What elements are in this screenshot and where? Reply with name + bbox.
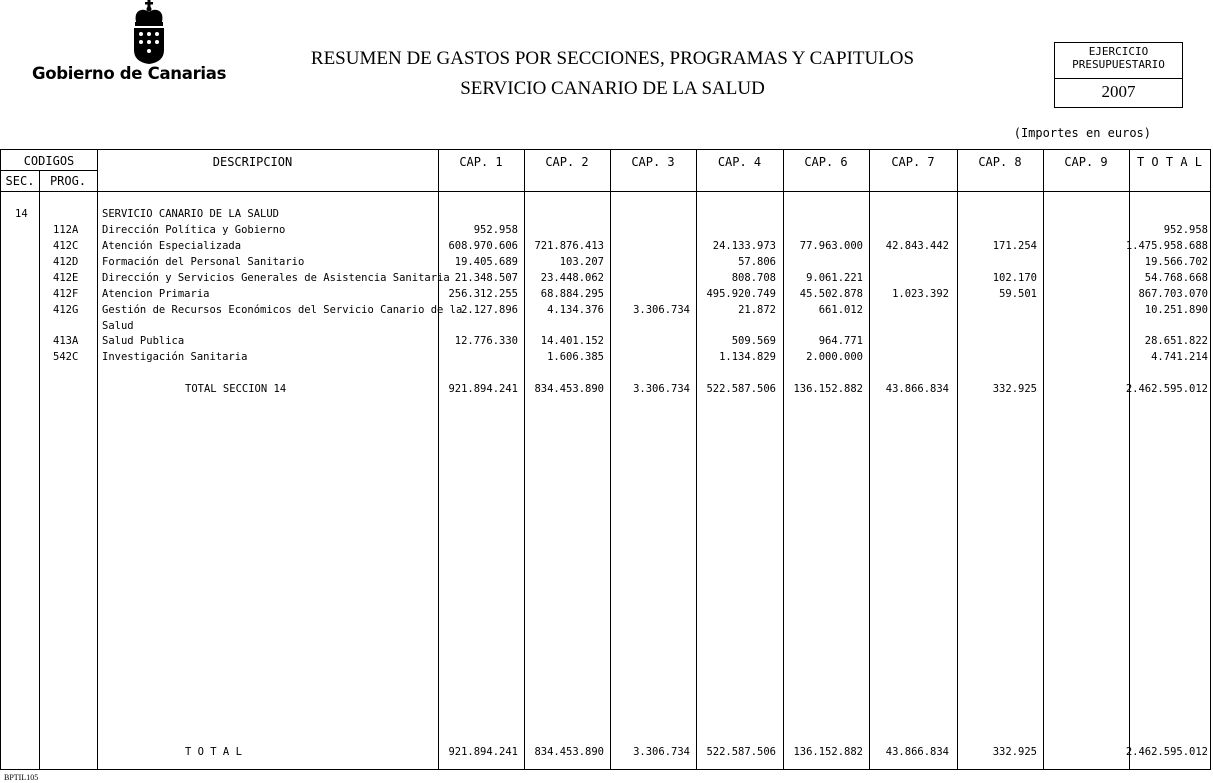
section-total-cap8: 332.925 [992, 383, 1037, 395]
amount-total: 28.651.822 [1144, 335, 1208, 347]
row-description: Investigación Sanitaria [102, 351, 248, 363]
amount-cap2: 68.884.295 [540, 288, 604, 300]
exercise-year: 2007 [1101, 82, 1136, 101]
amount-cap7: 42.843.442 [885, 240, 949, 252]
grand-total-cap7: 43.866.834 [885, 746, 949, 758]
logo-text: Gobierno de Canarias [32, 64, 227, 83]
row-description: Formación del Personal Sanitario [102, 256, 305, 268]
codigos-underline [1, 170, 97, 171]
section-total-cap4: 522.587.506 [706, 383, 776, 395]
row-description: Dirección Política y Gobierno [102, 224, 286, 236]
amount-cap2: 1.606.385 [547, 351, 604, 363]
amount-cap2: 14.401.152 [540, 335, 604, 347]
gobierno-de-canarias-logo [28, 0, 227, 86]
amount-cap2: 721.876.413 [534, 240, 604, 252]
exercise-box [1054, 42, 1183, 108]
amount-cap8: 59.501 [999, 288, 1037, 300]
header-cap9: CAP. 9 [1064, 155, 1108, 169]
exercise-label-line-2: PRESUPUESTARIO [1072, 58, 1165, 71]
section-code: 14 [15, 208, 28, 220]
column-divider [1043, 150, 1044, 769]
section-total-cap6: 136.152.882 [793, 383, 863, 395]
amount-total: 867.703.070 [1138, 288, 1208, 300]
column-divider [869, 150, 870, 769]
amount-cap4: 21.872 [738, 304, 776, 316]
amount-cap4: 808.708 [731, 272, 776, 284]
title-line-1: RESUMEN DE GASTOS POR SECCIONES, PROGRAMAS Y CAPITULOS [310, 48, 915, 69]
prog-code: 112A [53, 224, 79, 236]
amount-cap3: 3.306.734 [633, 304, 690, 316]
amount-cap6: 964.771 [818, 335, 863, 347]
amount-cap2: 103.207 [559, 256, 604, 268]
column-divider [438, 150, 439, 769]
amount-cap8: 102.170 [992, 272, 1037, 284]
section-total-total: 2.462.595.012 [1125, 383, 1208, 395]
header-cap1: CAP. 1 [459, 155, 503, 169]
section-total-cap7: 43.866.834 [885, 383, 949, 395]
amount-cap4: 495.920.749 [706, 288, 776, 300]
header-total: T O T A L [1136, 155, 1203, 169]
amount-cap1: 2.127.896 [461, 304, 518, 316]
header-prog: PROG. [49, 174, 87, 188]
units-note: (Importes en euros) [1013, 126, 1151, 140]
section-name: SERVICIO CANARIO DE LA SALUD [102, 208, 280, 220]
crown-shield-emblem-icon [128, 0, 170, 64]
section-total-label: TOTAL SECCION 14 [185, 383, 287, 395]
amount-cap1: 19.405.689 [454, 256, 518, 268]
grand-total-label: T O T A L [185, 746, 242, 758]
amount-total: 952.958 [1163, 224, 1208, 236]
amount-cap7: 1.023.392 [892, 288, 949, 300]
section-total-cap3: 3.306.734 [633, 383, 690, 395]
exercise-label [1055, 43, 1182, 79]
row-description: Salud Publica [102, 335, 185, 347]
exercise-label-line-1: EJERCICIO [1088, 45, 1149, 58]
header-sec: SEC. [5, 174, 35, 188]
column-divider [610, 150, 611, 769]
amount-cap4: 57.806 [738, 256, 776, 268]
expenses-table [0, 149, 1211, 770]
column-divider [97, 150, 98, 769]
prog-code: 412D [53, 256, 79, 268]
amount-cap1: 608.970.606 [448, 240, 518, 252]
header-cap7: CAP. 7 [891, 155, 935, 169]
column-divider [524, 150, 525, 769]
amount-cap4: 509.569 [731, 335, 776, 347]
prog-code: 542C [53, 351, 79, 363]
row-description: Gestión de Recursos Económicos del Servicio Canario de la [102, 304, 463, 316]
header-descripcion: DESCRIPCION [212, 155, 293, 169]
row-description: Atención Especializada [102, 240, 242, 252]
column-divider [696, 150, 697, 769]
amount-total: 54.768.668 [1144, 272, 1208, 284]
amount-cap4: 24.133.973 [712, 240, 776, 252]
amount-cap6: 661.012 [818, 304, 863, 316]
amount-cap1: 12.776.330 [454, 335, 518, 347]
prog-code: 413A [53, 335, 79, 347]
section-total-cap2: 834.453.890 [534, 383, 604, 395]
header-cap3: CAP. 3 [631, 155, 675, 169]
row-description: Atencion Primaria [102, 288, 210, 300]
amount-cap6: 2.000.000 [806, 351, 863, 363]
amount-cap6: 45.502.878 [799, 288, 863, 300]
grand-total-cap6: 136.152.882 [793, 746, 863, 758]
amount-total: 19.566.702 [1144, 256, 1208, 268]
header-cap6: CAP. 6 [804, 155, 848, 169]
row-description-continued: Salud [102, 320, 134, 332]
column-divider [39, 171, 40, 769]
prog-code: 412F [53, 288, 79, 300]
amount-cap6: 77.963.000 [799, 240, 863, 252]
header-cap4: CAP. 4 [717, 155, 762, 169]
row-description: Dirección y Servicios Generales de Asistencia Sanitaria [102, 272, 450, 284]
amount-total: 4.741.214 [1151, 351, 1208, 363]
amount-cap1: 256.312.255 [448, 288, 518, 300]
section-total-cap1: 921.894.241 [448, 383, 518, 395]
grand-total-cap8: 332.925 [992, 746, 1037, 758]
amount-cap2: 4.134.376 [547, 304, 604, 316]
grand-total-total: 2.462.595.012 [1125, 746, 1208, 758]
amount-cap4: 1.134.829 [719, 351, 776, 363]
grand-total-cap1: 921.894.241 [448, 746, 518, 758]
amount-cap2: 23.448.062 [540, 272, 604, 284]
footer-code: BPTIL105 [4, 773, 39, 782]
grand-total-cap2: 834.453.890 [534, 746, 604, 758]
header-divider [1, 191, 1210, 192]
header-cap8: CAP. 8 [978, 155, 1022, 169]
amount-total: 10.251.890 [1144, 304, 1208, 316]
prog-code: 412E [53, 272, 79, 284]
report-title [250, 44, 975, 104]
prog-code: 412G [53, 304, 79, 316]
column-divider [957, 150, 958, 769]
amount-cap1: 952.958 [473, 224, 518, 236]
amount-cap8: 171.254 [992, 240, 1037, 252]
column-divider [783, 150, 784, 769]
header-cap2: CAP. 2 [545, 155, 589, 169]
grand-total-cap3: 3.306.734 [633, 746, 690, 758]
title-line-2: SERVICIO CANARIO DE LA SALUD [460, 78, 765, 99]
header-codigos: CODIGOS [23, 154, 75, 168]
grand-total-cap4: 522.587.506 [706, 746, 776, 758]
prog-code: 412C [53, 240, 79, 252]
amount-cap1: 21.348.507 [454, 272, 518, 284]
amount-cap6: 9.061.221 [806, 272, 863, 284]
amount-total: 1.475.958.688 [1125, 240, 1208, 252]
